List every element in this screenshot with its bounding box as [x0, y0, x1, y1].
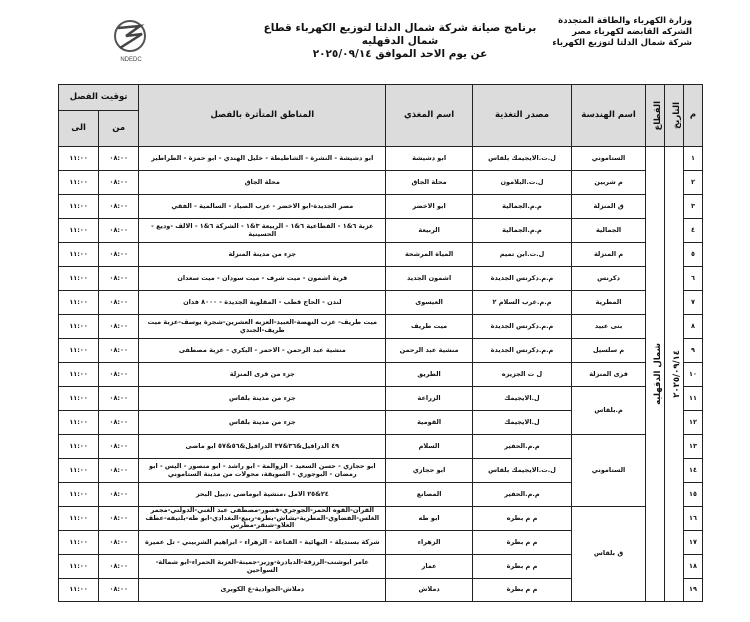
to-time-cell: ١١:٠٠: [59, 459, 99, 483]
org-line-3: شركة شمال الدلتا لتوزيع الكهرباء: [552, 38, 692, 48]
areas-cell: ابو حجازي - حسن السعيد - الزوالمة - ابو راشد - ابو منصور - اليس - ابو رمضان - البوجوري - السويقة، محولات من مدينة الستاموني: [139, 459, 386, 483]
areas-cell: دملاش-الجوادية-ع الكوبرى: [139, 579, 386, 602]
source-cell: م.م.الحفير: [472, 435, 571, 459]
row-number: ٦: [684, 267, 703, 291]
areas-cell: شركة بسنديلة - البهائية - القناعة - الزهراء - ابراهيم الشربيني - تل عميرة: [139, 531, 386, 555]
from-time-cell: ٠٨:٠٠: [99, 507, 139, 531]
feeder-cell: الزهراء: [386, 531, 473, 555]
row-number: ١٠: [684, 363, 703, 387]
row-number: ١٢: [684, 411, 703, 435]
from-time-cell: ٠٨:٠٠: [99, 315, 139, 339]
row-number: ١٤: [684, 459, 703, 483]
to-time-cell: ١١:٠٠: [59, 435, 99, 459]
row-number: ٧: [684, 291, 703, 315]
from-time-cell: ٠٨:٠٠: [99, 387, 139, 411]
row-number: ١٩: [684, 579, 703, 602]
feeder-cell: المصانع: [386, 483, 473, 507]
maintenance-table: [58, 84, 703, 602]
row-number: ١: [684, 147, 703, 171]
sector-value: شمال الدقهليه: [652, 343, 663, 405]
source-cell: م.م.الحفير: [472, 483, 571, 507]
table-row: [59, 195, 703, 219]
feeder-cell: السلام: [386, 435, 473, 459]
engineering-cell: ق المنزلة: [572, 195, 646, 219]
areas-cell: ٢٤&٢٥ الامل ،منشية ابوماضى ،دبيل البحر: [139, 483, 386, 507]
to-time-cell: ١١:٠٠: [59, 195, 99, 219]
col-header-areas: المناطق المتأثرة بالفصل: [139, 85, 386, 147]
from-time-cell: ٠٨:٠٠: [99, 531, 139, 555]
engineering-cell: م.بلقاس: [572, 387, 646, 435]
table-row: [59, 339, 703, 363]
engineering-cell: الجمالية: [572, 219, 646, 243]
col-header-source: مصدر التغذية: [472, 85, 571, 147]
col-header-number: م: [684, 85, 703, 147]
areas-cell: عامر ابوشنب-الرزقة-الدبادرة-وزير-جمينة-العزبة الحمراء-ابو شمالة-السواحين: [139, 555, 386, 579]
sector-cell: [646, 147, 665, 602]
feeder-cell: ابو حجازي: [386, 459, 473, 483]
to-time-cell: ١١:٠٠: [59, 531, 99, 555]
source-cell: ل.الايجيمك: [472, 387, 571, 411]
source-cell: م م بطرة: [472, 579, 571, 602]
feeder-cell: الربيعة: [386, 219, 473, 243]
areas-cell: لندن - الحاج قطب - المقلوبة الجديدة - ٨٠٠٠ فدان: [139, 291, 386, 315]
table-row: [59, 363, 703, 387]
to-time-cell: ١١:٠٠: [59, 411, 99, 435]
areas-cell: محلة الجاق: [139, 171, 386, 195]
feeder-cell: ابو طه: [386, 507, 473, 531]
col-header-from: من: [99, 111, 139, 147]
engineering-cell: م سلسيل: [572, 339, 646, 363]
row-number: ١٣: [684, 435, 703, 459]
logo-text: NDEDC: [120, 57, 142, 63]
feeder-cell: ميت طريف: [386, 315, 473, 339]
table-row: [59, 243, 703, 267]
table-row: [59, 387, 703, 411]
to-time-cell: ١١:٠٠: [59, 243, 99, 267]
row-number: ٨: [684, 315, 703, 339]
source-cell: م م بطرة: [472, 555, 571, 579]
to-time-cell: ١١:٠٠: [59, 387, 99, 411]
areas-cell: ميت طريف- عزب النهضة-العبيد-العزبه العشرين-شجرة يوسف-عزبة ميت طريف-الجندي: [139, 315, 386, 339]
document-title: [250, 22, 550, 61]
areas-cell: جزء من مدينة المنزلة: [139, 243, 386, 267]
areas-cell: جزء من مدينة بلقاس: [139, 411, 386, 435]
to-time-cell: ١١:٠٠: [59, 579, 99, 602]
to-time-cell: ١١:٠٠: [59, 219, 99, 243]
org-line-2: الشركه القابضه لكهرباء مصر: [572, 27, 692, 37]
source-cell: م.م.الجمالية: [472, 195, 571, 219]
feeder-cell: عمار: [386, 555, 473, 579]
from-time-cell: ٠٨:٠٠: [99, 267, 139, 291]
from-time-cell: ٠٨:٠٠: [99, 339, 139, 363]
source-cell: م.م.دكرنس الجديدة: [472, 315, 571, 339]
from-time-cell: ٠٨:٠٠: [99, 171, 139, 195]
table-row: [59, 267, 703, 291]
col-header-feeder: اسم المغذي: [386, 85, 473, 147]
to-time-cell: ١١:٠٠: [59, 147, 99, 171]
date-value: ٢٠٢٥/٠٩/١٤: [671, 350, 682, 398]
from-time-cell: ٠٨:٠٠: [99, 459, 139, 483]
col-header-sector-label: القطاع: [652, 100, 663, 131]
title-line-2: عن يوم الاحد الموافق ٢٠٢٥/٠٩/١٤: [312, 48, 488, 60]
title-line-1: برنامج صيانة شركة شمال الدلتا لتوزيع الكهرباء قطاع شمال الدقهليه: [263, 22, 537, 47]
from-time-cell: ٠٨:٠٠: [99, 555, 139, 579]
row-number: ٣: [684, 195, 703, 219]
source-cell: ل.الايجيمك: [472, 411, 571, 435]
source-cell: م.م.دكرنس الجديدة: [472, 267, 571, 291]
col-header-date-label: التاريخ: [671, 102, 682, 129]
source-cell: م م بطره: [472, 507, 571, 531]
feeder-cell: ابو الاخضر: [386, 195, 473, 219]
row-number: ٤: [684, 219, 703, 243]
areas-cell: منشية عبد الرحمن - الاحمر - البكري - عزبة مصطفى: [139, 339, 386, 363]
from-time-cell: ٠٨:٠٠: [99, 411, 139, 435]
row-number: ١١: [684, 387, 703, 411]
areas-cell: ٤٩ الدراقيل&٣٦&٣٧ الدراقيل&٥٦&٥٧ ابو ماضى: [139, 435, 386, 459]
feeder-cell: الزراعة: [386, 387, 473, 411]
row-number: ٥: [684, 243, 703, 267]
col-header-date: [665, 85, 684, 147]
feeder-cell: محلة الجاق: [386, 171, 473, 195]
table-row: [59, 171, 703, 195]
engineering-cell: م المنزلة: [572, 243, 646, 267]
org-line-1: وزارة الكهرباء والطاقة المتجددة: [558, 16, 692, 26]
row-number: ٩: [684, 339, 703, 363]
areas-cell: القران-القوه الحمر-الجوجري-قصور-مصطفى عبد الغني-الدولتي-مجمر الغلس-الفضاوي-المطرية-بشاش-بطره-ربيع-البغدادي-ابو طه-بلتيقه-عطف العلاو-شنقر-مطرس: [139, 507, 386, 531]
table-row: [59, 291, 703, 315]
feeder-cell: اشمون الجديد: [386, 267, 473, 291]
from-time-cell: ٠٨:٠٠: [99, 435, 139, 459]
feeder-cell: ابو دشيشة: [386, 147, 473, 171]
areas-cell: مصر الجديدة-ابو الاخضر - عزب الصياد - السالمية - الفقي: [139, 195, 386, 219]
source-cell: ل.ت.البلامون: [472, 171, 571, 195]
from-time-cell: ٠٨:٠٠: [99, 579, 139, 602]
table-row: [59, 219, 703, 243]
engineering-cell: دكرنس: [572, 267, 646, 291]
from-time-cell: ٠٨:٠٠: [99, 243, 139, 267]
to-time-cell: ١١:٠٠: [59, 555, 99, 579]
col-header-timing: توقيت الفصل: [59, 85, 139, 111]
engineering-cell: المطرية: [572, 291, 646, 315]
to-time-cell: ١١:٠٠: [59, 507, 99, 531]
areas-cell: قرية اشمون - ميت شرف - ميت سودان - ميت سعدان: [139, 267, 386, 291]
row-number: ١٥: [684, 483, 703, 507]
engineering-cell: الستاموني: [572, 147, 646, 171]
table-row: [59, 507, 703, 531]
feeder-cell: منشية عبد الرحمن: [386, 339, 473, 363]
to-time-cell: ١١:٠٠: [59, 267, 99, 291]
to-time-cell: ١١:٠٠: [59, 483, 99, 507]
source-cell: ل.ت.ابن تميم: [472, 243, 571, 267]
table-row: [59, 315, 703, 339]
col-header-engineering: اسم الهندسة: [572, 85, 646, 147]
areas-cell: عزبة ٦&١ - القطاعية ٦&١ - الربيعة ٣&١ - الشركة ٦&١ - الالف -وديع - الحسينية: [139, 219, 386, 243]
source-cell: ل ت الجزيزه: [472, 363, 571, 387]
engineering-cell: الستاموني: [572, 435, 646, 507]
source-cell: ل.ت.الايجيمك بلقاس: [472, 147, 571, 171]
to-time-cell: ١١:٠٠: [59, 291, 99, 315]
table-row: [59, 147, 703, 171]
to-time-cell: ١١:٠٠: [59, 363, 99, 387]
areas-cell: ابو دشيشة - النشرة - الشاطيطة - خليل الهندي - ابو حمزة - الطراطير: [139, 147, 386, 171]
from-time-cell: ٠٨:٠٠: [99, 195, 139, 219]
areas-cell: جزء من مدينة بلقاس: [139, 387, 386, 411]
col-header-to: الى: [59, 111, 99, 147]
table-body: [59, 147, 703, 602]
engineering-cell: م شربين: [572, 171, 646, 195]
feeder-cell: القومية: [386, 411, 473, 435]
source-cell: م م بطرة: [472, 531, 571, 555]
feeder-cell: المياة المرشحة: [386, 243, 473, 267]
col-header-sector: [646, 85, 665, 147]
from-time-cell: ٠٨:٠٠: [99, 483, 139, 507]
from-time-cell: ٠٨:٠٠: [99, 291, 139, 315]
date-cell: [665, 147, 684, 602]
row-number: ١٦: [684, 507, 703, 531]
engineering-cell: بنى عبيد: [572, 315, 646, 339]
row-number: ١٨: [684, 555, 703, 579]
company-logo: [96, 16, 166, 64]
engineering-cell: ق بلقاس: [572, 507, 646, 602]
from-time-cell: ٠٨:٠٠: [99, 219, 139, 243]
source-cell: ل.ت.الايجيمك بلقاس: [472, 459, 571, 483]
table-row: [59, 435, 703, 459]
row-number: ٢: [684, 171, 703, 195]
feeder-cell: العيسوى: [386, 291, 473, 315]
from-time-cell: ٠٨:٠٠: [99, 363, 139, 387]
source-cell: م.م.غرب السلام ٢: [472, 291, 571, 315]
source-cell: م.م.دكرنس الجديدة: [472, 339, 571, 363]
feeder-cell: دملاش: [386, 579, 473, 602]
row-number: ١٧: [684, 531, 703, 555]
to-time-cell: ١١:٠٠: [59, 171, 99, 195]
from-time-cell: ٠٨:٠٠: [99, 147, 139, 171]
engineering-cell: قرى المنزلة: [572, 363, 646, 387]
source-cell: م.م.الجمالية: [472, 219, 571, 243]
to-time-cell: ١١:٠٠: [59, 339, 99, 363]
areas-cell: جزء من قرى المنزلة: [139, 363, 386, 387]
to-time-cell: ١١:٠٠: [59, 315, 99, 339]
feeder-cell: الطريق: [386, 363, 473, 387]
